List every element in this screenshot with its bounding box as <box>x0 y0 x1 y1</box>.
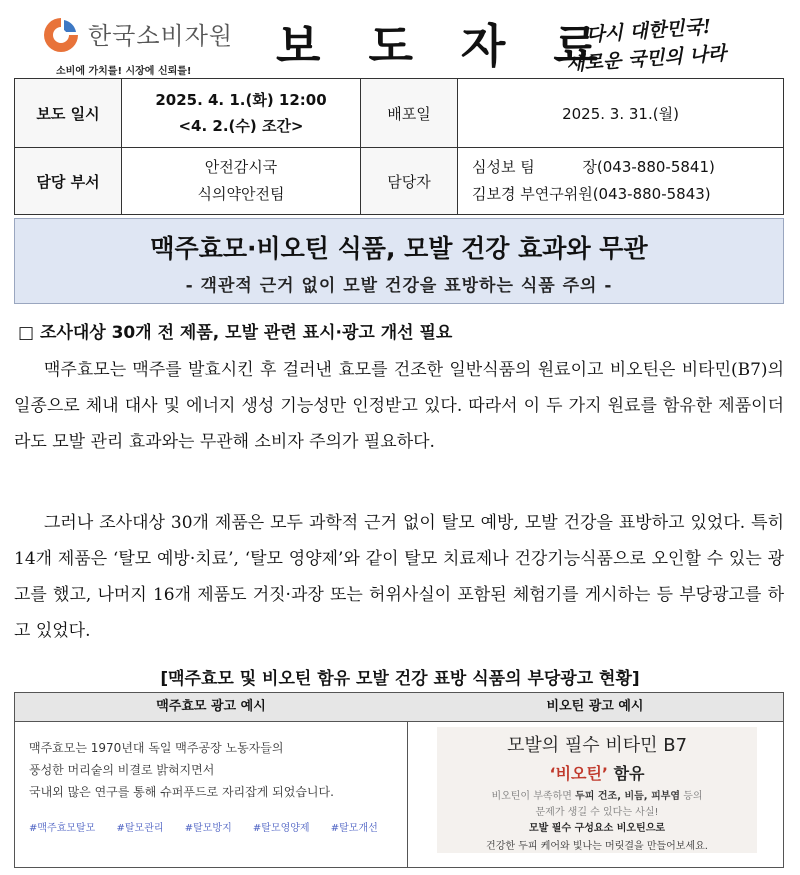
contact-line1: 심성보 팀 장(043-880-5841) <box>472 158 715 176</box>
distribution-date: 2025. 3. 31.(월) <box>458 79 784 148</box>
title-band <box>14 218 784 304</box>
org-slogan: 소비에 가치를! 시장에 신뢰를! <box>56 66 192 77</box>
contact-line2: 김보경 부연구위원(043-880-5843) <box>472 185 711 203</box>
contact-value <box>458 148 784 215</box>
main-title: 맥주효모·비오틴 식품, 모발 건강 효과와 무관 <box>150 234 648 263</box>
biotin-ad-image <box>437 727 757 853</box>
doc-type-title: 보 도 자 료 <box>276 19 614 73</box>
biotin-desc-line3: 모발 필수 구성요소 비오틴으로 <box>528 823 666 834</box>
biotin-ad-description <box>437 789 757 837</box>
dept-label: 담당 부서 <box>15 148 122 215</box>
distribution-label: 배포일 <box>361 79 458 148</box>
release-info-table <box>14 78 784 215</box>
biotin-desc-pre: 비오틴이 부족하면 <box>491 791 576 802</box>
government-slogan-line1: 다시 대한민국! <box>585 15 712 47</box>
yeast-ad-header: 맥주효모 광고 예시 <box>15 693 407 722</box>
dept-value <box>122 148 361 215</box>
biotin-desc-post: 등의 <box>680 791 703 802</box>
biotin-ad-header: 비오틴 광고 예시 <box>407 693 783 722</box>
release-date-line1: 2025. 4. 1.(화) 12:00 <box>155 91 327 109</box>
biotin-ad-title: 모발의 필수 비타민 B7 <box>506 735 688 756</box>
yeast-ad-line: 맥주효모는 1970년대 독일 맥주공장 노동자들의 <box>29 741 284 755</box>
biotin-ad-highlight: ‘비오틴’ <box>549 764 609 783</box>
biotin-ad-subtitle <box>437 761 757 784</box>
biotin-ad-closing: 건강한 두피 케어와 빛나는 머릿결을 만들어보세요. <box>486 841 708 852</box>
biotin-ad-subtitle-rest: 함유 <box>608 764 645 783</box>
contact-label: 담당자 <box>361 148 458 215</box>
header <box>14 8 784 78</box>
yeast-ad-text <box>29 737 334 803</box>
release-date-line2: <4. 2.(수) 조간> <box>178 117 304 135</box>
biotin-desc-line2: 문제가 생길 수 있다는 사실! <box>535 807 659 818</box>
dept-line2: 식의약안전팀 <box>197 185 285 203</box>
sub-title: - 객관적 근거 없이 모발 건강을 표방하는 식품 주의 - <box>185 276 613 296</box>
table-caption: [맥주효모 및 비오틴 함유 모발 건강 표방 식품의 부당광고 현황] <box>160 669 640 689</box>
paragraph-1: 맥주효모는 맥주를 발효시킨 후 걸러낸 효모를 건조한 일반식품의 원료이고 비오틴은 비타민(B7)의 일종으로 체내 대사 및 에너지 생성 기능성만 인정받고 있다. 따라서 이 두 가지 원료를 함유한 제품이더라도 모발 관리 효과와는 무관해 소비자 주의가 필요하다. <box>14 360 784 452</box>
kca-logo-icon <box>40 14 82 56</box>
org-name: 한국소비자원 <box>88 22 234 50</box>
yeast-ad-line: 풍성한 머리숱의 비결로 밝혀지면서 <box>29 763 215 777</box>
government-slogan-line2: 새로운 국민의 나라 <box>565 42 727 76</box>
yeast-ad-column <box>15 693 408 867</box>
release-date <box>122 79 361 148</box>
biotin-desc-bold: 두피 건조, 비듬, 피부염 <box>575 791 681 802</box>
yeast-ad-tags: #맥주효모탈모 #탈모관리 #탈모방지 #탈모영양제 #탈모개선 <box>29 823 378 834</box>
yeast-ad-line: 국내외 많은 연구를 통해 슈퍼푸드로 자리잡게 되었습니다. <box>29 785 334 799</box>
release-label: 보도 일시 <box>15 79 122 148</box>
dept-line1: 안전감시국 <box>204 158 278 176</box>
section-heading: □ 조사대상 30개 전 제품, 모발 관련 표시·광고 개선 필요 <box>18 323 453 343</box>
paragraph-2: 그러나 조사대상 30개 제품은 모두 과학적 근거 없이 탈모 예방, 모발 건강을 표방하고 있었다. 특히 14개 제품은 ‘탈모 예방·치료’, ‘탈모 영양제’와 같이 탈모 치료제나 건강기능식품으로 오인할 수 있는 광고를 했고, 나머지 16개 제품도 거짓·과장 또는 허위사실이 포함된 체험기를 게시하는 등 부당광고를 하고 있었다. <box>14 513 784 641</box>
biotin-ad-column <box>407 693 783 867</box>
ad-examples-table <box>14 692 784 868</box>
